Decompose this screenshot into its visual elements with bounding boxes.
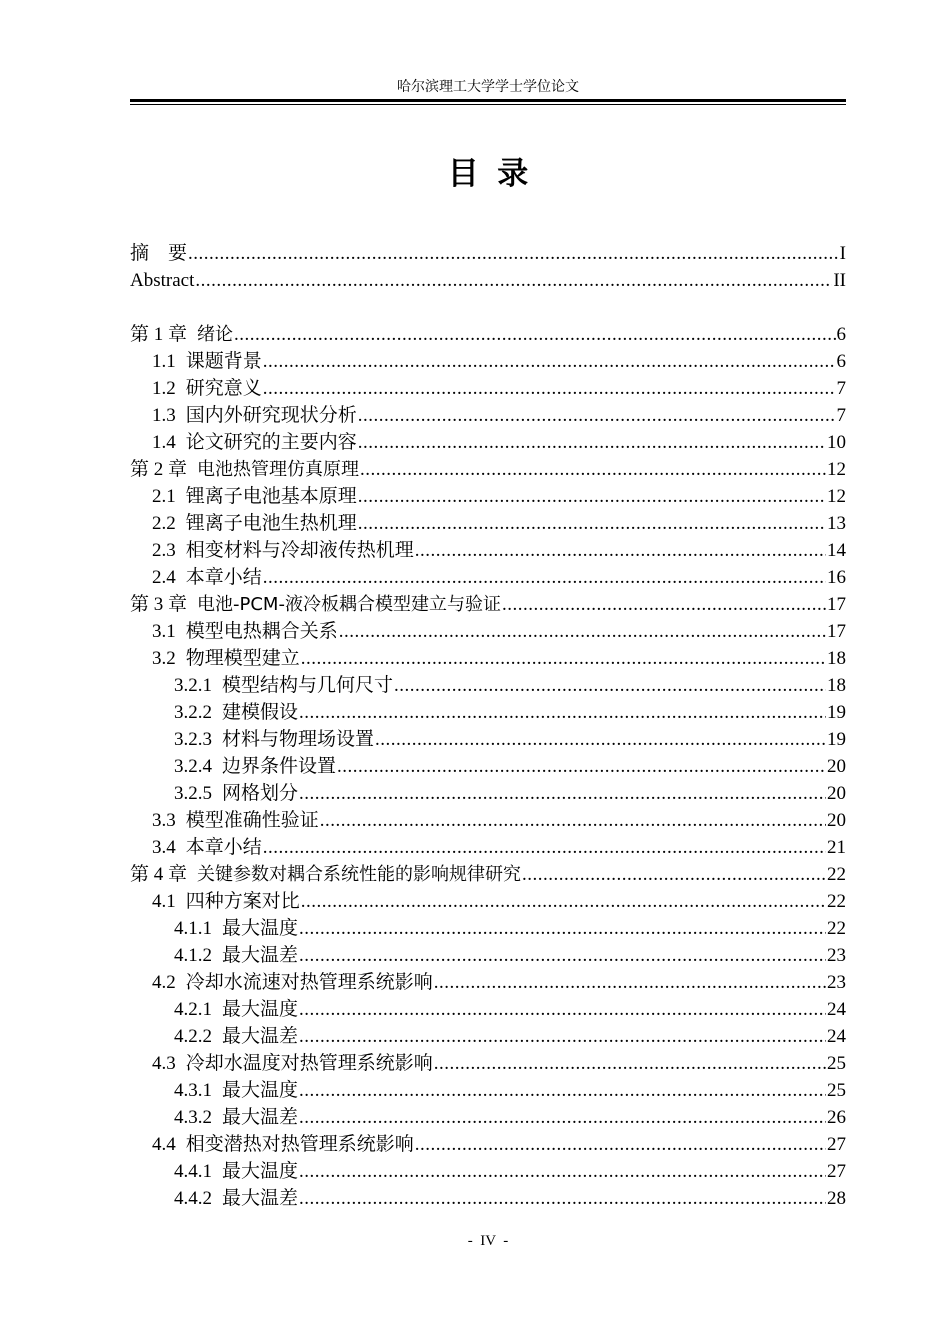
toc-entry-page: 28 (827, 1188, 846, 1209)
toc-leader-dots (337, 753, 826, 780)
toc-leader-dots (299, 1023, 826, 1050)
toc-entry-number: 4.2 (152, 972, 176, 993)
toc-entry-number: 1.4 (152, 432, 176, 453)
toc-entry-page: 18 (827, 648, 846, 669)
toc-entry-label: 网格划分 (222, 783, 299, 804)
toc-leader-dots (299, 1158, 826, 1185)
toc-entry-page: 17 (827, 594, 846, 615)
toc-entry-label: 冷却水流速对热管理系统影响 (185, 972, 433, 993)
toc-entry[interactable] (130, 996, 846, 1023)
toc-entry-number: 4.3.1 (174, 1080, 212, 1101)
toc-entry-label: 锂离子电池基本原理 (185, 486, 357, 507)
toc-entry-label: 材料与物理场设置 (222, 729, 375, 750)
toc-entry-number: 3.2.4 (174, 756, 212, 777)
toc-entry-page: 6 (836, 351, 846, 372)
toc-leader-dots (299, 942, 826, 969)
toc-entry-page: 7 (836, 405, 846, 426)
toc-entry-page: 20 (827, 810, 846, 831)
toc-entry-number: 4.4.1 (174, 1161, 212, 1182)
toc-leader-dots (434, 969, 826, 996)
toc-chapter-entry[interactable] (130, 861, 846, 888)
toc-entry-label: 相变潜热对热管理系统影响 (185, 1134, 414, 1155)
toc-entry[interactable] (130, 240, 846, 267)
toc-entry-label: 模型结构与几何尺寸 (222, 675, 394, 696)
toc-leader-dots (299, 996, 826, 1023)
toc-entry-page: 27 (827, 1134, 846, 1155)
toc-leader-dots (301, 888, 826, 915)
toc-entry-label: 电池热管理仿真原理 (197, 459, 360, 480)
toc-entry[interactable] (130, 510, 846, 537)
toc-entry-label: 锂离子电池生热机理 (185, 513, 357, 534)
toc-entry[interactable] (130, 429, 846, 456)
toc-entry-number: 1.2 (152, 378, 176, 399)
toc-leader-dots (234, 321, 835, 348)
toc-entry[interactable] (130, 753, 846, 780)
toc-entry-label: 最大温度 (222, 1161, 299, 1182)
toc-entry-number: 1.3 (152, 405, 176, 426)
toc-entry-page: 18 (827, 675, 846, 696)
toc-entry-label: 本章小结 (185, 567, 262, 588)
toc-entry-page: 23 (827, 972, 846, 993)
toc-entry-page: 22 (827, 864, 846, 885)
toc-entry[interactable] (130, 834, 846, 861)
toc-entry-page: 24 (827, 999, 846, 1020)
toc-entry-page: 22 (827, 918, 846, 939)
toc-entry-number: 4.2.2 (174, 1026, 212, 1047)
toc-entry-number: 3.2.3 (174, 729, 212, 750)
toc-leader-dots (188, 240, 839, 267)
header-rule (130, 99, 846, 106)
toc-entry-page: 12 (827, 486, 846, 507)
toc-entry[interactable] (130, 888, 846, 915)
page-number: - IV - (467, 1233, 509, 1249)
toc-entry-number: 第 4 章 (130, 864, 188, 885)
toc-entry[interactable] (130, 537, 846, 564)
toc-entry[interactable] (130, 645, 846, 672)
toc-entry-number: 3.3 (152, 810, 176, 831)
toc-leader-dots (263, 834, 826, 861)
toc-entry-page: 20 (827, 756, 846, 777)
toc-entry[interactable] (130, 1050, 846, 1077)
toc-entry-label: 摘 要 (130, 243, 188, 264)
toc-leader-dots (375, 726, 826, 753)
toc-leader-dots (263, 564, 826, 591)
toc-entry-label: 最大温度 (222, 999, 299, 1020)
toc-leader-dots (299, 780, 826, 807)
toc-entry-number: 3.2.2 (174, 702, 212, 723)
toc-entry[interactable] (130, 1131, 846, 1158)
toc-entry[interactable] (130, 402, 846, 429)
toc-chapter-entry[interactable] (130, 456, 846, 483)
toc-leader-dots (502, 591, 826, 618)
toc-entry-page: 20 (827, 783, 846, 804)
toc-entry-number: 4.1.2 (174, 945, 212, 966)
toc-entry-number: 4.3 (152, 1053, 176, 1074)
toc-entry-page: 26 (827, 1107, 846, 1128)
toc-entry-label: 相变材料与冷却液传热机理 (185, 540, 414, 561)
toc-entry[interactable] (130, 807, 846, 834)
toc-entry-number: 4.1.1 (174, 918, 212, 939)
toc-leader-dots (299, 1104, 826, 1131)
toc-entry-number: 3.1 (152, 621, 176, 642)
toc-entry-label: 国内外研究现状分析 (185, 405, 357, 426)
toc-entry-number: 4.2.1 (174, 999, 212, 1020)
toc-entry[interactable] (130, 348, 846, 375)
toc-entry-page: 22 (827, 891, 846, 912)
toc-entry-label: 最大温度 (222, 918, 299, 939)
toc-entry-label: 课题背景 (185, 351, 262, 372)
toc-entry-label: 论文研究的主要内容 (185, 432, 357, 453)
toc-entry-number: 3.2 (152, 648, 176, 669)
header-rule-thick (130, 99, 846, 102)
toc-entry-page: 7 (836, 378, 846, 399)
toc-entry[interactable] (130, 1185, 846, 1212)
toc-entry-page: 25 (827, 1080, 846, 1101)
toc-leader-dots (263, 348, 836, 375)
toc-entry[interactable] (130, 267, 846, 294)
toc-entry-number: 4.4.2 (174, 1188, 212, 1209)
toc-entry-label: 电池-PCM-液冷板耦合模型建立与验证 (197, 594, 501, 615)
toc-entry-page: 25 (827, 1053, 846, 1074)
toc-entry-number: 3.4 (152, 837, 176, 858)
toc-entry[interactable] (130, 672, 846, 699)
toc-entry-number: 3.2.1 (174, 675, 212, 696)
toc-entry-label: 关键参数对耦合系统性能的影响规律研究 (197, 864, 522, 885)
toc-entry-page: 19 (827, 702, 846, 723)
toc-entry-number: 3.2.5 (174, 783, 212, 804)
toc-entry-page: 17 (827, 621, 846, 642)
toc-entry-label: 最大温度 (222, 1080, 299, 1101)
toc-leader-dots (415, 537, 826, 564)
page-header: 哈尔滨理工大学学士学位论文 (397, 80, 579, 95)
toc-entry-number: 4.1 (152, 891, 176, 912)
toc-chapter-entry[interactable] (130, 321, 846, 348)
toc-leader-dots (358, 402, 836, 429)
toc-leader-dots (415, 1131, 826, 1158)
toc-entry[interactable] (130, 375, 846, 402)
toc-leader-dots (195, 267, 832, 294)
toc-entry[interactable] (130, 618, 846, 645)
toc-entry[interactable] (130, 1023, 846, 1050)
toc-entry[interactable] (130, 942, 846, 969)
toc-entry-page: 23 (827, 945, 846, 966)
toc-entry-label: 研究意义 (185, 378, 262, 399)
toc-entry-number: 4.3.2 (174, 1107, 212, 1128)
toc-entry-page: 12 (827, 459, 846, 480)
toc-leader-dots (358, 429, 826, 456)
toc-entry-page: 13 (827, 513, 846, 534)
toc-entry-page: 27 (827, 1161, 846, 1182)
toc-leader-dots (339, 618, 826, 645)
toc-entry[interactable] (130, 483, 846, 510)
toc-leader-dots (394, 672, 826, 699)
toc-entry-number: 1.1 (152, 351, 176, 372)
toc-entry-label: 最大温差 (222, 1026, 299, 1047)
toc-entry-label: Abstract (130, 270, 195, 291)
toc-entry[interactable] (130, 1077, 846, 1104)
toc-entry-label: 最大温差 (222, 945, 299, 966)
toc-entry-number: 2.4 (152, 567, 176, 588)
toc-entry-page: 14 (827, 540, 846, 561)
toc-entry[interactable] (130, 699, 846, 726)
toc-entry-label: 四种方案对比 (185, 891, 300, 912)
toc-leader-dots (360, 456, 826, 483)
toc-entry-label: 冷却水温度对热管理系统影响 (185, 1053, 433, 1074)
toc-entry-page: 16 (827, 567, 846, 588)
toc-leader-dots (301, 645, 826, 672)
toc-entry[interactable] (130, 726, 846, 753)
toc-entry[interactable] (130, 969, 846, 996)
toc-entry-number: 2.2 (152, 513, 176, 534)
toc-entry[interactable] (130, 564, 846, 591)
toc-leader-dots (358, 483, 826, 510)
toc-entry-page: II (833, 270, 846, 291)
toc-entry-page: 24 (827, 1026, 846, 1047)
toc-entry[interactable] (130, 1158, 846, 1185)
toc-entry-number: 2.3 (152, 540, 176, 561)
toc-leader-dots (263, 375, 836, 402)
toc-chapter-entry[interactable] (130, 591, 846, 618)
toc-leader-dots (299, 1077, 826, 1104)
toc-leader-dots (320, 807, 826, 834)
toc-entry-page: 21 (827, 837, 846, 858)
toc-entry-label: 边界条件设置 (222, 756, 337, 777)
toc-entry-number: 4.4 (152, 1134, 176, 1155)
toc-leader-dots (522, 861, 826, 888)
toc-leader-dots (358, 510, 826, 537)
toc-entry[interactable] (130, 915, 846, 942)
toc-entry-label: 模型准确性验证 (185, 810, 319, 831)
toc-entry-page: I (839, 243, 846, 264)
toc-entry-label: 物理模型建立 (185, 648, 300, 669)
toc-leader-dots (299, 1185, 826, 1212)
toc-entry-number: 第 1 章 (130, 324, 188, 345)
toc-entry-number: 第 3 章 (130, 594, 188, 615)
toc-entry-label: 模型电热耦合关系 (185, 621, 338, 642)
toc-entry-number: 2.1 (152, 486, 176, 507)
toc-leader-dots (299, 915, 826, 942)
toc-entry-label: 最大温差 (222, 1188, 299, 1209)
toc-entry-label: 建模假设 (222, 702, 299, 723)
toc-entry[interactable] (130, 1104, 846, 1131)
toc-leader-dots (434, 1050, 826, 1077)
toc-entry-label: 本章小结 (185, 837, 262, 858)
toc-entry-page: 19 (827, 729, 846, 750)
toc-entry-page: 10 (827, 432, 846, 453)
toc-entry-number: 第 2 章 (130, 459, 188, 480)
toc-entry-label: 绪论 (197, 324, 234, 345)
toc-entry-label: 最大温差 (222, 1107, 299, 1128)
header-rule-thin (130, 104, 846, 105)
toc-leader-dots (299, 699, 826, 726)
toc-entry[interactable] (130, 780, 846, 807)
toc-title: 目录 (447, 156, 547, 192)
toc-entry-page: 6 (836, 324, 846, 345)
